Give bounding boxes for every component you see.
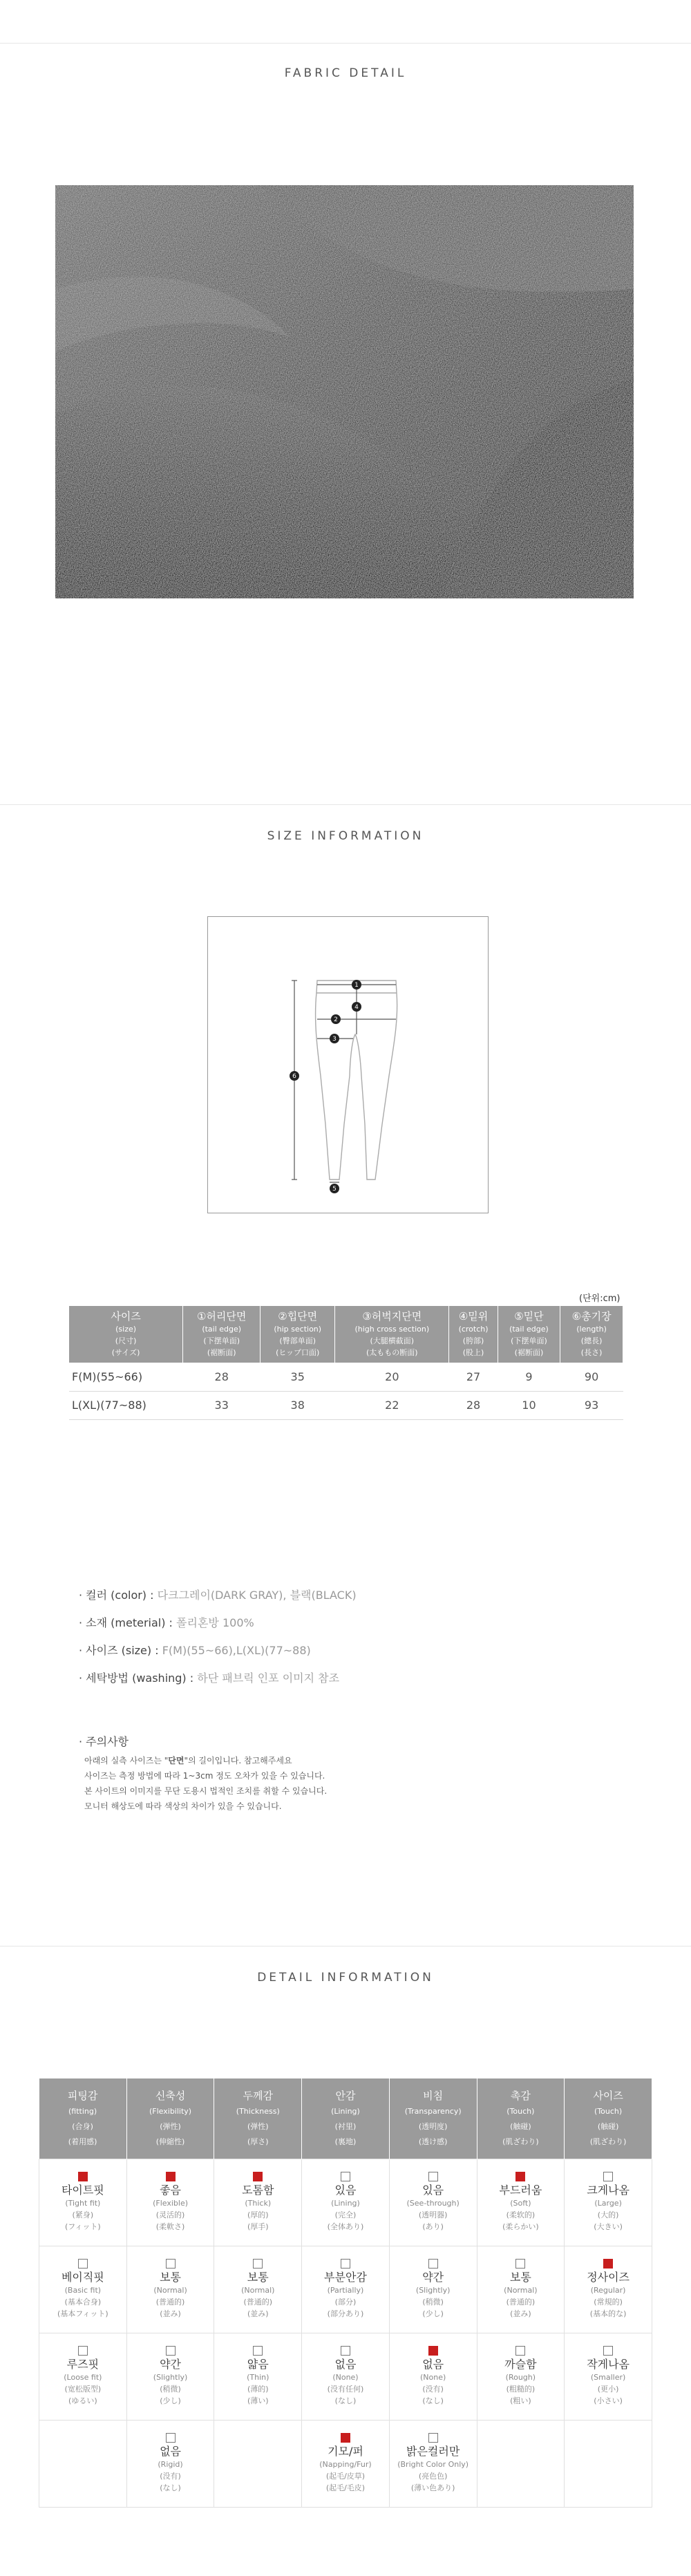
size-header-cell: ⑥총기장 (length) (總長) (長さ) <box>560 1306 623 1363</box>
detail-cell <box>214 2159 302 2246</box>
option-label: 밝은컬러만 <box>406 2445 460 2458</box>
detail-option <box>587 2172 630 2233</box>
detail-option <box>61 2172 104 2233</box>
section-divider-2 <box>0 1946 691 1947</box>
notice-line: 모니터 해상도에 따라 색상의 차이가 있을 수 있습니다. <box>84 1801 282 1811</box>
detail-cell <box>389 2333 477 2420</box>
option-japanese: (柔らかい) <box>502 2222 539 2231</box>
size-cell: L(XL)(77~88) <box>69 1391 183 1419</box>
option-japanese: (なし) <box>334 2396 357 2405</box>
detail-cell <box>477 2159 565 2246</box>
option-japanese: (全体あり) <box>327 2222 364 2231</box>
option-chinese: (大的) <box>597 2210 619 2219</box>
option-chinese: (普通的) <box>506 2298 536 2307</box>
option-label: 부드러움 <box>499 2184 542 2197</box>
detail-cell <box>126 2420 214 2507</box>
info-size: · 사이즈 (size) : F(M)(55~66),L(XL)(77~88) <box>79 1644 311 1657</box>
unchecked-square-icon <box>603 2346 613 2356</box>
detail-option <box>153 2172 188 2233</box>
detail-header-cell: 안감 (Lining) (衬里) (裏地) <box>302 2078 390 2159</box>
option-english: (Lining) <box>331 2199 360 2208</box>
size-cell: 93 <box>560 1391 623 1419</box>
checked-square-icon <box>253 2172 263 2181</box>
detail-option <box>499 2172 542 2233</box>
option-chinese: (常規的) <box>594 2298 623 2307</box>
option-chinese: (宽松版型) <box>64 2385 102 2394</box>
option-english: (Thin) <box>247 2373 269 2382</box>
option-english: (Flexible) <box>153 2199 189 2208</box>
option-label: 기모/퍼 <box>328 2445 363 2458</box>
unchecked-square-icon <box>166 2346 176 2356</box>
option-label: 까슬함 <box>504 2358 537 2371</box>
notice-text <box>84 1753 327 1814</box>
unchecked-square-icon <box>515 2259 525 2269</box>
detail-cell <box>39 2246 127 2333</box>
detail-cell <box>126 2333 214 2420</box>
option-label: 크게나옴 <box>587 2184 630 2197</box>
top-divider <box>0 43 691 44</box>
option-chinese: (粗糙的) <box>506 2385 536 2394</box>
option-english: (Bright Color Only) <box>397 2460 469 2469</box>
option-chinese: (没有) <box>160 2472 181 2481</box>
detail-cell <box>39 2159 127 2246</box>
option-chinese: (更小) <box>597 2385 619 2394</box>
unchecked-square-icon <box>603 2172 613 2181</box>
size-row <box>69 1391 623 1419</box>
option-label: 작게나옴 <box>587 2358 630 2371</box>
option-english: (Slightly) <box>415 2286 451 2295</box>
leggings-outline <box>208 917 488 1213</box>
option-chinese: (稍微) <box>422 2298 444 2307</box>
option-english: (Normal) <box>241 2286 275 2295</box>
size-cell: 35 <box>261 1363 335 1391</box>
option-chinese: (亮色色) <box>418 2472 448 2481</box>
unchecked-square-icon <box>341 2172 350 2181</box>
size-header-cell: ②힙단면 (hip section) (臀部单面) (ヒップ口面) <box>261 1306 335 1363</box>
option-chinese: (厚的) <box>247 2210 269 2219</box>
option-japanese: (基本フィット) <box>57 2309 108 2318</box>
option-english: (Rigid) <box>158 2460 183 2469</box>
option-english: (Basic fit) <box>64 2286 102 2295</box>
detail-information-title: DETAIL INFORMATION <box>257 1971 434 1985</box>
leggings-size-diagram <box>207 916 489 1213</box>
unchecked-square-icon <box>428 2433 438 2443</box>
detail-cell <box>389 2159 477 2246</box>
detail-cell <box>302 2159 390 2246</box>
option-english: (See-through) <box>406 2199 460 2208</box>
unchecked-square-icon <box>428 2259 438 2269</box>
detail-option <box>158 2433 182 2494</box>
unchecked-square-icon <box>341 2259 350 2269</box>
size-information-title: SIZE INFORMATION <box>267 829 424 843</box>
detail-cell <box>39 2420 127 2507</box>
detail-cell <box>214 2420 302 2507</box>
option-japanese: (並み) <box>510 2309 531 2318</box>
option-label: 베이직핏 <box>61 2271 104 2284</box>
detail-header-cell: 사이즈 (Touch) (触碰) (肌ざわり) <box>565 2078 652 2159</box>
option-japanese: (粗い) <box>510 2396 531 2405</box>
option-japanese: (小さい) <box>594 2396 623 2405</box>
option-japanese: (ゆるい) <box>68 2396 97 2405</box>
option-english: (Large) <box>594 2199 622 2208</box>
option-label: 없음 <box>334 2358 357 2371</box>
option-japanese: (基本的な) <box>589 2309 627 2318</box>
notice-title: · 주의사항 <box>79 1735 129 1748</box>
size-cell: 28 <box>449 1391 498 1419</box>
option-label: 루즈핏 <box>66 2358 100 2371</box>
option-chinese: (普通的) <box>155 2298 185 2307</box>
option-label: 없음 <box>422 2358 444 2371</box>
detail-cell <box>214 2333 302 2420</box>
section-divider-1 <box>0 804 691 805</box>
detail-cell <box>477 2420 565 2507</box>
option-japanese: (柔軟さ) <box>155 2222 185 2231</box>
marker-2-label: 2 <box>334 1016 338 1023</box>
detail-header-cell: 비침 (Transparency) (透明度) (透け感) <box>389 2078 477 2159</box>
detail-cell <box>126 2246 214 2333</box>
detail-table-header <box>39 2078 652 2159</box>
option-label: 타이트핏 <box>61 2184 104 2197</box>
size-cell: 27 <box>449 1363 498 1391</box>
detail-option <box>587 2346 630 2407</box>
size-cell: 28 <box>183 1363 261 1391</box>
detail-option <box>397 2433 468 2494</box>
detail-cell <box>389 2420 477 2507</box>
detail-header-cell: 피팅감 (fitting) (合身) (着用感) <box>39 2078 127 2159</box>
info-washing: · 세탁방법 (washing) : 하단 패브릭 인포 이미지 참조 <box>79 1671 340 1685</box>
option-japanese: (なし) <box>422 2396 444 2405</box>
option-japanese: (並み) <box>247 2309 269 2318</box>
fabric-photo <box>55 185 634 598</box>
option-chinese: (紧身) <box>72 2210 94 2219</box>
detail-cell <box>39 2333 127 2420</box>
option-english: (Partially) <box>327 2286 364 2295</box>
detail-cell <box>302 2420 390 2507</box>
option-japanese: (起毛/毛皮) <box>325 2483 366 2492</box>
detail-option <box>407 2172 460 2233</box>
detail-option <box>328 2172 364 2233</box>
detail-row <box>39 2333 652 2420</box>
size-header-cell: ③허벅지단면 (high cross section) (大腿横截面) (太ももの断面) <box>335 1306 449 1363</box>
option-chinese: (稍微) <box>160 2385 181 2394</box>
marker-6-label: 6 <box>292 1073 296 1080</box>
detail-option <box>153 2346 188 2407</box>
option-chinese: (基本合身) <box>64 2298 102 2307</box>
notice-line: 아래의 실측 사이즈는 "단면"의 길이입니다. 참고해주세요 <box>84 1756 292 1765</box>
option-english: (Normal) <box>153 2286 187 2295</box>
detail-cell <box>302 2246 390 2333</box>
detail-row <box>39 2159 652 2246</box>
checked-square-icon <box>428 2346 438 2356</box>
fabric-detail-title: FABRIC DETAIL <box>284 66 407 80</box>
option-label: 있음 <box>422 2184 444 2197</box>
option-chinese: (完全) <box>334 2210 357 2219</box>
detail-cell <box>565 2333 652 2420</box>
option-label: 얇음 <box>247 2358 269 2371</box>
option-label: 보통 <box>160 2271 182 2284</box>
option-japanese: (なし) <box>160 2483 181 2492</box>
detail-option <box>324 2259 367 2320</box>
detail-option <box>319 2433 371 2494</box>
option-label: 정사이즈 <box>587 2271 630 2284</box>
detail-option <box>328 2346 364 2407</box>
option-english: (None) <box>420 2373 446 2382</box>
unchecked-square-icon <box>428 2172 438 2181</box>
detail-cell <box>302 2333 390 2420</box>
detail-option <box>64 2346 102 2407</box>
unchecked-square-icon <box>78 2346 88 2356</box>
detail-cell <box>565 2159 652 2246</box>
unchecked-square-icon <box>515 2346 525 2356</box>
detail-cell <box>565 2420 652 2507</box>
size-cell: 20 <box>335 1363 449 1391</box>
option-label: 있음 <box>334 2184 357 2197</box>
option-chinese: (没有任何) <box>327 2385 364 2394</box>
option-japanese: (並み) <box>160 2309 181 2318</box>
size-header-cell: ⑤밑단 (tail edge) (下摆单面) (裾断面) <box>498 1306 560 1363</box>
unit-note: (단위:cm) <box>579 1294 621 1304</box>
size-cell: F(M)(55~66) <box>69 1363 183 1391</box>
detail-cell <box>214 2246 302 2333</box>
option-chinese: (起毛/皮草) <box>325 2472 366 2481</box>
option-english: (Smaller) <box>590 2373 626 2382</box>
option-english: (Regular) <box>590 2286 626 2295</box>
option-japanese: (厚手) <box>247 2222 269 2231</box>
size-cell: 38 <box>261 1391 335 1419</box>
option-chinese: (薄的) <box>247 2385 269 2394</box>
option-label: 보통 <box>247 2271 269 2284</box>
size-cell: 90 <box>560 1363 623 1391</box>
detail-option <box>247 2346 269 2407</box>
unchecked-square-icon <box>166 2259 176 2269</box>
option-japanese: (少し) <box>160 2396 181 2405</box>
info-color: · 컬러 (color) : 다크그레이(DARK GRAY), 블랙(BLACK) <box>79 1589 357 1602</box>
detail-table <box>39 2078 652 2508</box>
detail-option <box>242 2172 274 2233</box>
detail-option <box>153 2259 187 2320</box>
unchecked-square-icon <box>166 2433 176 2443</box>
option-english: (Soft) <box>510 2199 531 2208</box>
option-japanese: (フィット) <box>65 2222 101 2231</box>
detail-option <box>420 2346 446 2407</box>
detail-option <box>241 2259 274 2320</box>
option-english: (Loose fit) <box>64 2373 102 2382</box>
option-english: (Slightly) <box>153 2373 188 2382</box>
option-label: 좋음 <box>160 2184 182 2197</box>
option-chinese: (部分) <box>334 2298 357 2307</box>
detail-cell <box>477 2246 565 2333</box>
option-japanese: (あり) <box>422 2222 444 2231</box>
detail-option <box>57 2259 108 2320</box>
option-english: (Rough) <box>505 2373 536 2382</box>
unchecked-square-icon <box>253 2259 263 2269</box>
size-header-cell: ①허리단면 (tail edge) (下摆单面) (裾断面) <box>183 1306 261 1363</box>
option-english: (None) <box>332 2373 359 2382</box>
option-japanese: (薄い) <box>247 2396 269 2405</box>
option-japanese: (薄い色あり) <box>410 2483 455 2492</box>
size-cell: 22 <box>335 1391 449 1419</box>
option-japanese: (大きい) <box>594 2222 623 2231</box>
option-english: (Tight fit) <box>65 2199 101 2208</box>
marker-5-label: 5 <box>332 1186 337 1193</box>
option-chinese: (没有) <box>422 2385 444 2394</box>
option-japanese: (部分あり) <box>327 2309 364 2318</box>
option-label: 없음 <box>160 2445 181 2458</box>
option-label: 도톰함 <box>242 2184 274 2197</box>
option-chinese: (柔软的) <box>506 2210 536 2219</box>
detail-option <box>587 2259 630 2320</box>
unchecked-square-icon <box>253 2346 263 2356</box>
size-table <box>69 1306 623 1420</box>
option-label: 보통 <box>509 2271 531 2284</box>
detail-header-cell: 신축성 (Flexibility) (弹性) (伸縮性) <box>126 2078 214 2159</box>
fabric-texture <box>55 185 634 598</box>
detail-cell <box>389 2246 477 2333</box>
size-cell: 9 <box>498 1363 560 1391</box>
detail-table-body <box>39 2159 652 2507</box>
checked-square-icon <box>166 2172 176 2181</box>
detail-row <box>39 2420 652 2507</box>
detail-option <box>504 2259 537 2320</box>
checked-square-icon <box>515 2172 525 2181</box>
unchecked-square-icon <box>341 2346 350 2356</box>
option-label: 부분안감 <box>324 2271 367 2284</box>
detail-header-cell: 두께감 (Thickness) (弹性) (厚さ) <box>214 2078 302 2159</box>
marker-3-label: 3 <box>332 1036 337 1043</box>
notice-line: 사이즈는 측정 방법에 따라 1~3cm 정도 오차가 있을 수 있습니다. <box>84 1771 325 1781</box>
size-cell: 33 <box>183 1391 261 1419</box>
detail-row <box>39 2246 652 2333</box>
option-english: (Normal) <box>504 2286 538 2295</box>
detail-option <box>504 2346 536 2407</box>
notice-line: 본 사이트의 이미지를 무단 도용시 법적인 조치를 취할 수 있습니다. <box>84 1786 328 1796</box>
option-chinese: (普通的) <box>243 2298 273 2307</box>
detail-cell <box>477 2333 565 2420</box>
checked-square-icon <box>78 2172 88 2181</box>
option-label: 약간 <box>160 2358 182 2371</box>
checked-square-icon <box>341 2433 350 2443</box>
info-material: · 소재 (meterial) : 폴리혼방 100% <box>79 1616 254 1629</box>
detail-header-cell: 촉감 (Touch) (触碰) (肌ざわり) <box>477 2078 565 2159</box>
unchecked-square-icon <box>78 2259 88 2269</box>
option-english: (Thick) <box>245 2199 272 2208</box>
option-japanese: (少し) <box>422 2309 444 2318</box>
option-english: (Napping/Fur) <box>319 2460 372 2469</box>
size-table-header <box>69 1306 623 1363</box>
size-row <box>69 1363 623 1391</box>
detail-cell <box>126 2159 214 2246</box>
size-cell: 10 <box>498 1391 560 1419</box>
size-header-cell: 사이즈 (size) (尺寸) (サイズ) <box>69 1306 183 1363</box>
marker-4-label: 4 <box>354 1004 359 1011</box>
size-header-cell: ④밑위 (crotch) (胯部) (股上) <box>449 1306 498 1363</box>
detail-option <box>416 2259 451 2320</box>
detail-cell <box>565 2246 652 2333</box>
option-chinese: (透明器) <box>418 2210 448 2219</box>
checked-square-icon <box>603 2259 613 2269</box>
option-label: 약간 <box>422 2271 444 2284</box>
option-chinese: (灵活的) <box>155 2210 185 2219</box>
marker-1-label: 1 <box>354 982 359 989</box>
